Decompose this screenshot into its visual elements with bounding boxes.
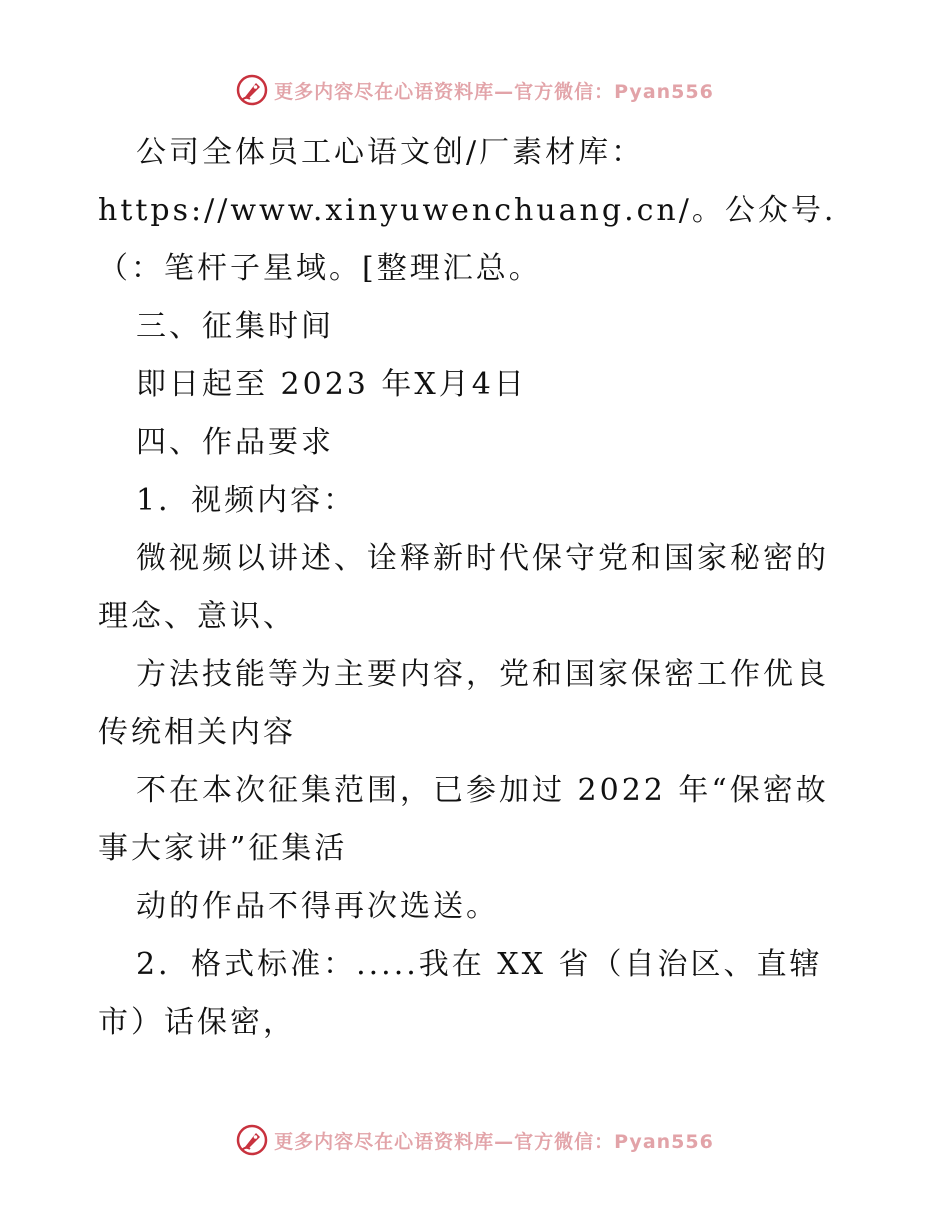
footer-banner xyxy=(0,1120,950,1160)
header-banner xyxy=(0,70,950,110)
pen-nib-logo-icon xyxy=(236,74,268,106)
heading-collection-time: 三、征集时间 xyxy=(136,309,334,344)
item-video-content: 1．视频内容： xyxy=(136,483,357,518)
item-format-standard: 2．格式标准：.....我在 XX 省（自治区、直辖市）话保密， xyxy=(98,947,823,1040)
document-body xyxy=(98,124,858,1052)
paragraph-video-methods: 方法技能等为主要内容，党和国家保密工作优良传统相关内容 xyxy=(98,657,829,750)
footer-banner-text: 更多内容尽在心语资料库—官方微信：Pyan556 xyxy=(274,1130,714,1153)
pen-nib-logo-icon xyxy=(236,1124,268,1156)
paragraph-no-resubmit: 动的作品不得再次选送。 xyxy=(136,889,499,924)
heading-work-requirements: 四、作品要求 xyxy=(136,425,334,460)
paragraph-collection-date: 即日起至 2023 年X月4日 xyxy=(136,367,527,402)
paragraph-material-library: 公司全体员工心语文创/厂素材库：https://www.xinyuwenchuang.cn/。公众号.（：笔杆子星域。[整理汇总。 xyxy=(98,135,837,286)
paragraph-exclusion: 不在本次征集范围，已参加过 2022 年“保密故事大家讲”征集活 xyxy=(98,773,829,866)
paragraph-video-theme: 微视频以讲述、诠释新时代保守党和国家秘密的理念、意识、 xyxy=(98,541,829,634)
header-banner-text: 更多内容尽在心语资料库—官方微信：Pyan556 xyxy=(274,80,714,103)
